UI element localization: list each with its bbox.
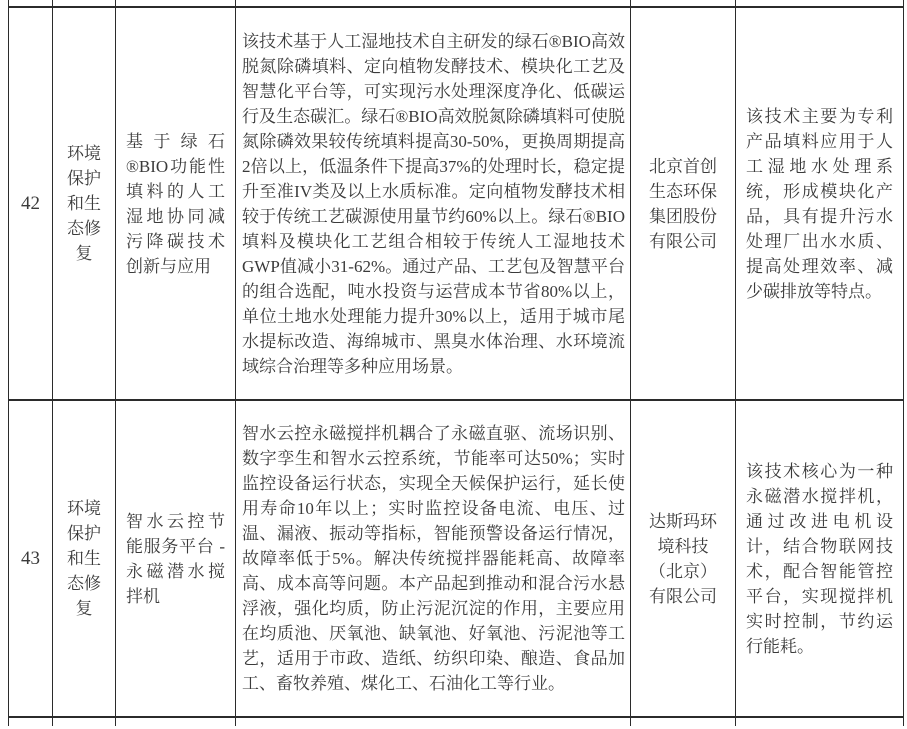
- tech-name-cell: 基于绿石®BIO功能性填料的人工湿地协同减污降碳技术创新与应用: [116, 7, 236, 400]
- table-row-next-partial: [9, 717, 904, 726]
- table-cell-empty: [736, 717, 904, 726]
- company-cell: 北京首创生态环保集团股份有限公司: [631, 7, 736, 400]
- row-index-cell: 43: [9, 400, 53, 717]
- table-cell-empty: [53, 717, 116, 726]
- table-cell-empty: [53, 0, 116, 7]
- table-row-43: [9, 400, 904, 717]
- technology-table: [8, 0, 904, 726]
- table-cell-empty: [236, 0, 631, 7]
- description-cell: 智水云控永磁搅拌机耦合了永磁直驱、流场识别、数字孪生和智水云控系统，节能率可达50%；实时监控设备运行状态，实现全天候保护运行，延长使用寿命10年以上；实时监控设备电流、电压、过温、漏液、振动等指标，智能预警设备运行情况，故障率低于5%。解决传统搅拌器能耗高、故障率高、成本高等问题。本产品起到推动和混合污水悬浮液，强化均质，防止污泥沉淀的作用，主要应用在均质池、厌氧池、缺氧池、好氧池、污泥池等工艺，适用于市政、造纸、纺织印染、酿造、食品加工、畜牧养殖、煤化工、石油化工等行业。: [236, 400, 631, 717]
- category-cell: 环境保护和生态修复: [53, 7, 116, 400]
- tech-name-cell: 智水云控节能服务平台 - 永磁潜水搅拌机: [116, 400, 236, 717]
- row-index-cell: 42: [9, 7, 53, 400]
- table-cell-empty: [631, 0, 736, 7]
- table-cell-empty: [631, 717, 736, 726]
- description-cell: 该技术基于人工湿地技术自主研发的绿石®BIO高效脱氮除磷填料、定向植物发酵技术、模块化工艺及智慧化平台等，可实现污水处理深度净化、低碳运行及生态碳汇。绿石®BIO高效脱氮除磷填料可使脱氮除磷效果较传统填料提高30-50%，更换周期提高2倍以上，低温条件下提高37%的处理时长，稳定提升至准IV类及以上水质标准。定向植物发酵技术相较于传统工艺碳源使用量节约60%以上。绿石®BIO填料及模块化工艺组合相较于传统人工湿地技术GWP值减小31-62%。通过产品、工艺包及智慧平台的组合选配，吨水投资与运营成本节省80%以上，单位土地水处理能力提升30%以上，适用于城市尾水提标改造、海绵城市、黑臭水体治理、水环境流域综合治理等多种应用场景。: [236, 7, 631, 400]
- category-cell: 环境保护和生态修复: [53, 400, 116, 717]
- table-cell-empty: [9, 717, 53, 726]
- application-cell: 该技术核心为一种永磁潜水搅拌机，通过改进电机设计，结合物联网技术，配合智能管控平台，实现搅拌机实时控制，节约运行能耗。: [736, 400, 904, 717]
- table-row-previous-partial: [9, 0, 904, 7]
- table-cell-empty: [9, 0, 53, 7]
- company-cell: 达斯玛环境科技（北京）有限公司: [631, 400, 736, 717]
- table-cell-empty: [116, 0, 236, 7]
- table-cell-empty: [116, 717, 236, 726]
- table-cell-empty: [236, 717, 631, 726]
- application-cell: 该技术主要为专利产品填料应用于人工湿地水处理系统，形成模块化产品，具有提升污水处理厂出水水质、提高处理效率、减少碳排放等特点。: [736, 7, 904, 400]
- table-cell-empty: [736, 0, 904, 7]
- table-row-42: [9, 7, 904, 400]
